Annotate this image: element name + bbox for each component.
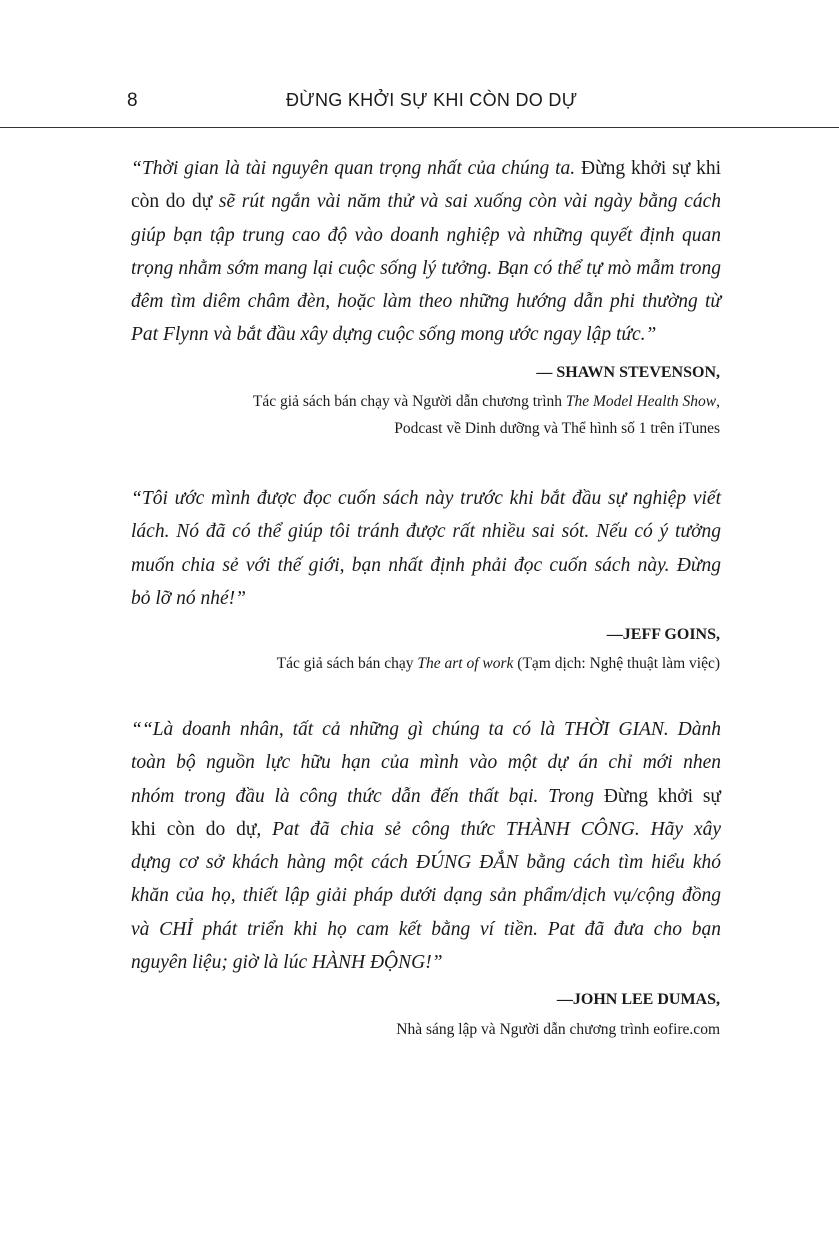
page-number: 8 [127, 90, 138, 111]
quote-segment: nhóm trong đầu là công thức dẫn đến thất bại. Trong [131, 785, 604, 807]
quote-line [131, 879, 721, 912]
quote-line [131, 515, 721, 548]
quote-segment: nguyên liệu; giờ là lúc HÀNH ĐỘNG!” [131, 952, 443, 974]
quote-segment: còn do dự [131, 191, 219, 213]
quote-line [131, 746, 721, 779]
credit-shawn-stevenson [253, 388, 720, 442]
attribution-shawn-stevenson: — SHAWN STEVENSON, [536, 364, 720, 381]
quote-line [131, 185, 721, 218]
header-divider [0, 127, 839, 128]
credit-line [253, 415, 720, 442]
quote-segment: , Pat đã chia sẻ công thức THÀNH CÔNG. Hãy xây [256, 818, 721, 840]
quote-line [131, 482, 721, 515]
credit-john-lee-dumas [396, 1016, 720, 1043]
quote-segment: khi còn do dự [131, 818, 257, 840]
quote-line [131, 152, 721, 185]
quote-line [131, 913, 721, 946]
credit-jeff-goins [277, 650, 720, 677]
quote-jeff-goins [131, 482, 721, 615]
quote-segment: lách. Nó đã có thể giúp tôi tránh được rất nhiều sai sót. Nếu có ý tưởng [131, 521, 721, 543]
quote-segment: “Thời gian là tài nguyên quan trọng nhất của chúng ta. [131, 158, 582, 179]
quote-line [131, 582, 721, 615]
running-header [0, 86, 839, 126]
quote-line [131, 846, 721, 879]
credit-line [396, 1016, 720, 1043]
quote-segment: Đừng khởi sự khi [581, 158, 721, 179]
quote-john-lee-dumas [131, 713, 721, 979]
credit-line [277, 650, 720, 677]
credit-segment: Tác giả sách bán chạy [276, 655, 418, 672]
quote-segment: đêm tìm diêm châm đèn, hoặc làm theo những hướng dẫn phi thường từ [131, 291, 721, 313]
quote-segment: muốn chia sẻ với thế giới, bạn nhất định phải đọc cuốn sách này. Đừng [131, 554, 721, 576]
credit-segment: Tác giả sách bán chạy và Người dẫn chương trình [252, 393, 566, 410]
quote-shawn-stevenson [131, 152, 721, 352]
quote-line [131, 549, 721, 582]
quote-line [131, 219, 721, 252]
credit-segment: (Tạm dịch: Nghệ thuật làm việc) [513, 655, 720, 672]
quote-segment: sẽ rút ngắn vài năm thử và sai xuống còn vài ngày bằng cách [218, 191, 721, 213]
credit-segment: The art of work [417, 655, 514, 672]
quote-segment: dựng cơ sở khách hàng một cách ĐÚNG ĐẮN bằng cách tìm hiểu khó [131, 852, 721, 874]
attribution-jeff-goins: —JEFF GOINS, [606, 626, 720, 643]
quote-segment: toàn bộ nguồn lực hữu hạn của mình vào một dự án chỉ mới nhen [131, 752, 721, 774]
credit-line [253, 388, 720, 415]
quote-segment: bỏ lỡ nó nhé!” [131, 587, 246, 609]
quote-line [131, 285, 721, 318]
quote-segment: ““Là doanh nhân, tất cả những gì chúng ta có là THỜI GIAN. Dành [131, 719, 721, 740]
quote-segment: khăn của họ, thiết lập giải pháp dưới dạng sản phẩm/dịch vụ/cộng đồng [131, 885, 721, 907]
quote-segment: “Tôi ước mình được đọc cuốn sách này trước khi bắt đầu sự nghiệp viết [131, 488, 721, 509]
credit-segment: The Model Health Show [565, 393, 717, 410]
quote-line [131, 713, 721, 746]
credit-segment: Nhà sáng lập và Người dẫn chương trình eofire.com [396, 1021, 720, 1038]
quote-segment: trọng nhằm sớm mang lại cuộc sống lý tưởng. Bạn có thể tự mò mẫm trong [131, 257, 721, 279]
quote-line [131, 780, 721, 813]
quote-segment: và CHỈ phát triển khi họ cam kết bằng ví tiền. Pat đã đưa cho bạn [131, 918, 721, 940]
credit-segment: , [716, 393, 720, 410]
quote-line [131, 946, 721, 979]
quote-line [131, 813, 721, 846]
quote-segment: Pat Flynn và bắt đầu xây dựng cuộc sống mong ước ngay lập tức.” [131, 324, 657, 346]
credit-segment: Podcast về Dinh dưỡng và Thể hình số 1 trên iTunes [394, 420, 720, 437]
attribution-john-lee-dumas: —JOHN LEE DUMAS, [556, 991, 720, 1008]
quote-line [131, 318, 721, 351]
quote-segment: Đừng khởi sự [603, 785, 721, 807]
quote-line [131, 252, 721, 285]
quote-segment: giúp bạn tập trung cao độ vào doanh nghiệp và những quyết định quan [131, 224, 721, 246]
running-title: ĐỪNG KHỞI SỰ KHI CÒN DO DỰ [286, 90, 578, 110]
